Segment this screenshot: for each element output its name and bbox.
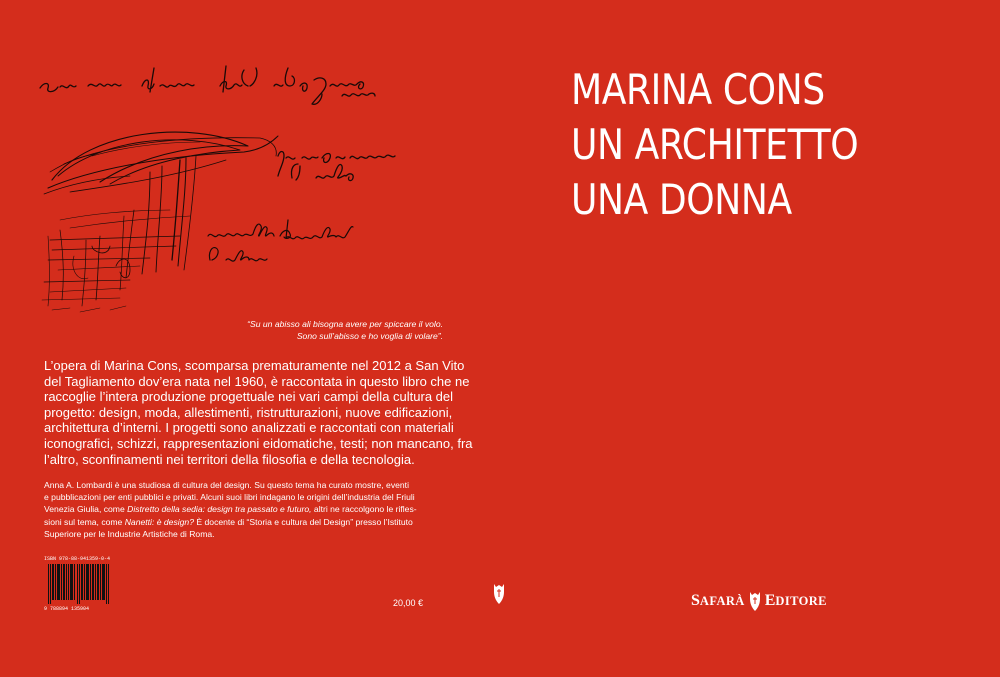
isbn-label: ISBN 978-88-941359-0-4 <box>44 556 111 562</box>
description-line: L’opera di Marina Cons, scomparsa prematuramente nel 2012 a San Vito <box>44 358 465 373</box>
bio-line: e pubblicazioni per enti pubblici e privati. Alcuni suoi libri indagano le origini dell’industria del Friuli <box>44 492 415 503</box>
bio-text: È docente di “Storia e cultura del Design” presso l’Istituto <box>194 516 413 527</box>
bio-text: Venezia Giulia, come <box>44 504 128 515</box>
book-description <box>44 358 473 467</box>
description-line: iconografici, schizzi, rappresentazioni eidomatiche, testi; non mancano, fra <box>44 435 473 451</box>
bio-line <box>44 503 448 515</box>
publisher-logo-icon <box>748 590 762 612</box>
barcode <box>44 556 112 614</box>
spine <box>470 0 528 677</box>
price: 20,00 € <box>393 598 424 608</box>
publisher-initial: E <box>764 592 776 609</box>
description-line: del Tagliamento dov’era nata nel 1960, è raccontata in questo libro che ne <box>44 373 470 389</box>
front-cover <box>528 0 1000 677</box>
bio-line: Superiore per le Industrie Artistiche di Roma. <box>44 528 215 539</box>
bio-text: sioni sul tema, come <box>44 516 125 527</box>
bio-line: Anna A. Lombardi è una studiosa di cultura del design. Su questo tema ha curato mostre, eventi <box>44 480 409 490</box>
publisher-logo-icon <box>492 582 506 606</box>
title-line: MARINA CONS <box>571 65 825 114</box>
quote-line: “Su un abisso ali bisogna avere per spiccare il volo. <box>247 319 443 329</box>
bio-book-title: Distretto della sedia: design tra passato e futuro, <box>127 504 312 515</box>
author-bio <box>44 479 448 540</box>
isbn-number: 9 788894 135904 <box>44 606 90 612</box>
bio-line <box>44 516 448 528</box>
publisher-initial: S <box>691 592 700 609</box>
publisher-text: AFARÀ <box>699 593 745 608</box>
quote <box>200 318 443 342</box>
handwritten-sketch <box>30 60 450 320</box>
book-title <box>571 62 905 227</box>
description-line: progetto: design, moda, allestimenti, ristrutturazioni, nuove edificazioni, <box>44 404 453 420</box>
description-line: raccoglie l’intera produzione progettuale nei vari campi della cultura del <box>44 389 454 405</box>
bio-book-title: Nanetti: è design? <box>124 516 194 527</box>
description-line: architettura d’interni. I progetti sono analizzati e raccontati con materiali <box>44 420 454 436</box>
publisher-text: DITORE <box>775 593 827 608</box>
quote-line: Sono sull’abisso e ho voglia di volare”. <box>296 331 443 341</box>
barcode-bars <box>48 564 110 604</box>
publisher-name <box>691 589 827 613</box>
description-line: l’altro, sconfinamenti nei territori della filosofia e della tecnologia. <box>44 451 415 467</box>
back-cover <box>0 0 473 677</box>
bio-text: altri ne raccolgono le rifles- <box>311 504 417 515</box>
title-line: UNA DONNA <box>571 175 792 224</box>
title-line: UN ARCHITETTO <box>571 120 859 169</box>
